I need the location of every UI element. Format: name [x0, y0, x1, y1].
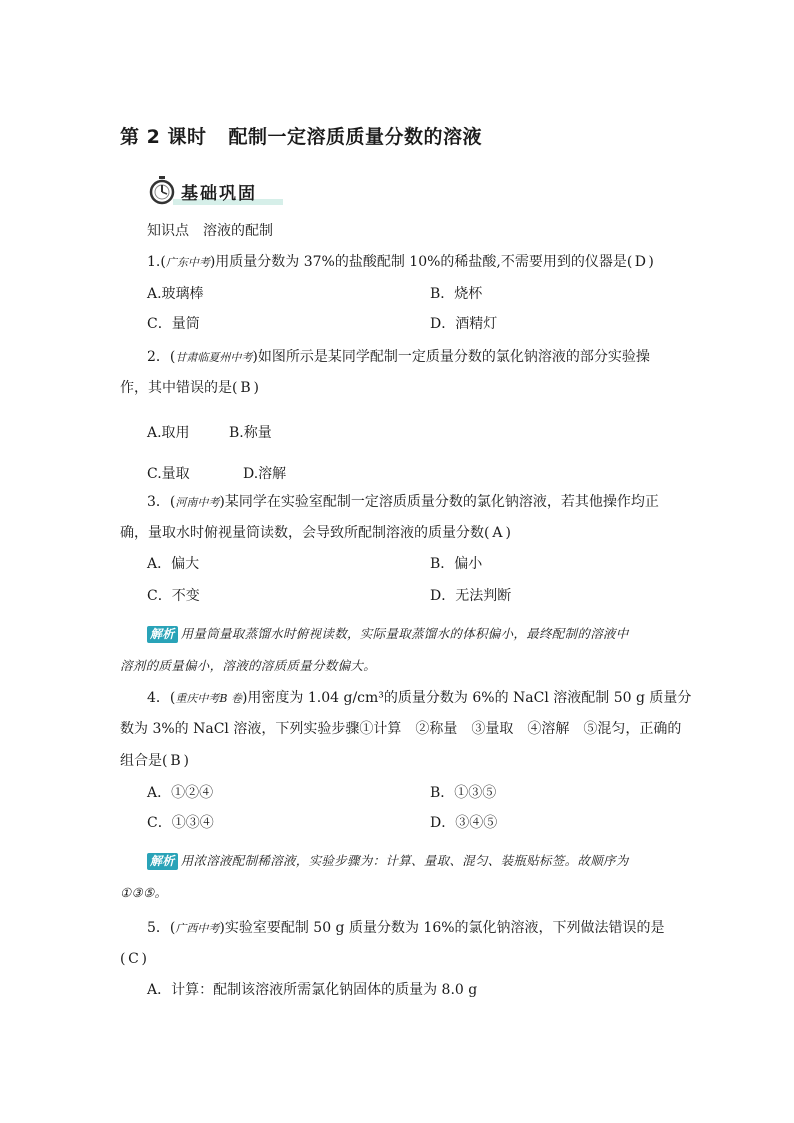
- q3-answer: A: [492, 525, 503, 541]
- q3-analysis-line2: 溶剂的质量偏小，溶液的溶质质量分数偏大。: [120, 658, 377, 673]
- q3-stem: 3．(河南中考)某同学在实验室配制一定溶质质量分数的氯化钠溶液，若其他操作均正: [147, 494, 659, 510]
- q5-option-a: A．计算：配制该溶液所需氯化钠固体的质量为 8.0 g: [147, 982, 478, 998]
- q3-stem-line2: 确，量取水时俯视量筒读数，会导致所配制溶液的质量分数( A ): [120, 525, 511, 541]
- lesson-topic: 配制一定溶质质量分数的溶液: [228, 126, 482, 148]
- q2-stem: 2．(甘肃临夏州中考)如图所示是某同学配制一定质量分数的氯化钠溶液的部分实验操: [147, 349, 650, 365]
- q4-source: 重庆中考B 卷: [175, 692, 242, 705]
- stopwatch-icon: [147, 175, 177, 205]
- q2-option-a: A.取用: [147, 425, 190, 441]
- q2-option-c: C.量取: [147, 466, 190, 482]
- q5-answer: C: [128, 951, 139, 967]
- q4-stem: 4．(重庆中考B 卷)用密度为 1.04 g/cm³的质量分数为 6%的 NaCl 溶液配制 50 g 质量分: [147, 690, 692, 706]
- q1-stem: 1.(广东中考)用质量分数为 37%的盐酸配制 10%的稀盐酸,不需要用到的仪器是( D ): [147, 254, 654, 270]
- section-badge-label: 基础巩固: [181, 184, 257, 204]
- page-title: [120, 122, 482, 149]
- q2-source: 甘肃临夏州中考: [175, 351, 253, 364]
- q3-analysis: 解析 用量筒量取蒸馏水时俯视读数，实际量取蒸馏水的体积偏小，最终配制的溶液中: [147, 624, 629, 644]
- q4-option-c: C．①③④: [147, 815, 214, 831]
- lesson-number: 第 2 课时: [120, 126, 207, 148]
- q4-option-a: A．①②④: [147, 785, 214, 801]
- q4-analysis-line2: ①③⑤。: [120, 885, 168, 900]
- q1-option-d: D．酒精灯: [430, 316, 498, 332]
- q1-option-a: A.玻璃棒: [147, 286, 204, 302]
- q3-option-b: B．偏小: [430, 556, 483, 572]
- q4-stem-line3: 组合是( B ): [120, 753, 189, 769]
- q2-option-d: D.溶解: [243, 466, 287, 482]
- q4-option-b: B．①③⑤: [430, 785, 497, 801]
- section-badge: [147, 175, 287, 207]
- q1-option-c: C．量筒: [147, 316, 200, 332]
- q5-stem: 5．(广西中考)实验室要配制 50 g 质量分数为 16%的氯化钠溶液，下列做法错误的是: [147, 920, 665, 936]
- q3-option-c: C．不变: [147, 588, 200, 604]
- q1-source: 广东中考: [165, 256, 210, 269]
- q4-stem-line2: 数为 3%的 NaCl 溶液，下列实验步骤①计算 ②称量 ③量取 ④溶解 ⑤混匀，正确的: [120, 721, 682, 737]
- q1-option-b: B．烧杯: [430, 286, 483, 302]
- q2-option-b: B.称量: [229, 425, 272, 441]
- q2-answer: B: [240, 380, 251, 396]
- q2-stem-line2: 作，其中错误的是( B ): [120, 380, 259, 396]
- q4-analysis: 解析 用浓溶液配制稀溶液，实验步骤为：计算、量取、混匀、装瓶贴标签。故顺序为: [147, 851, 629, 871]
- q3-source: 河南中考: [175, 496, 220, 509]
- q1-answer: D: [634, 254, 646, 270]
- q5-source: 广西中考: [175, 922, 220, 935]
- analysis-label: 解析: [147, 626, 178, 643]
- knowledge-point: 知识点 溶液的配制: [147, 223, 273, 239]
- q3-option-d: D．无法判断: [430, 588, 512, 604]
- analysis-label: 解析: [147, 853, 178, 870]
- q5-stem-line2: ( C ): [120, 951, 147, 967]
- q3-option-a: A．偏大: [147, 556, 200, 572]
- q4-option-d: D．③④⑤: [430, 815, 498, 831]
- q4-answer: B: [170, 753, 181, 769]
